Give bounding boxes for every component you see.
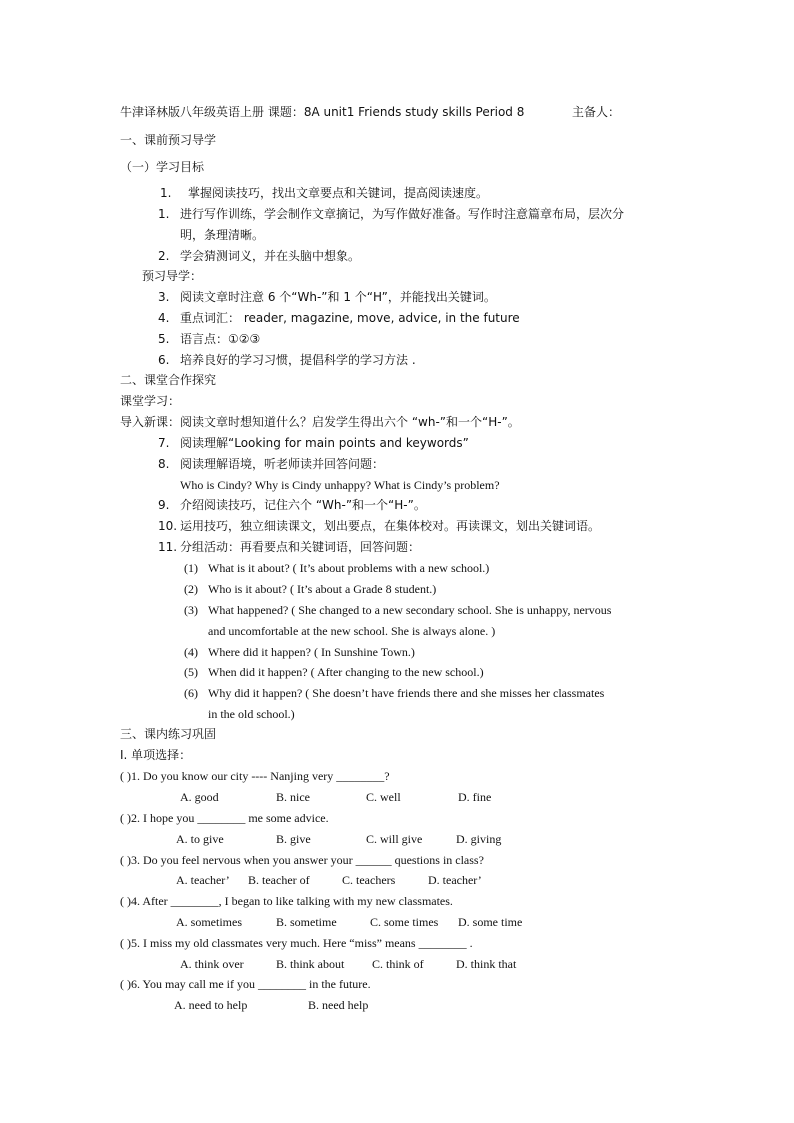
qa-text: and uncomfortable at the new school. She is always alone. ): [208, 624, 496, 638]
preview-text: 语言点：①②③: [180, 332, 261, 346]
step-questions: Who is Cindy? Why is Cindy unhappy? What is Cindy’s problem?: [180, 478, 500, 492]
qa-text: Where did it happen? ( In Sunshine Town.): [208, 645, 415, 659]
step-text: 运用技巧，独立细读课文，划出要点，在集体校对。再读课文，划出关键词语。: [180, 519, 601, 533]
step-number: 10.: [158, 519, 178, 533]
preview-number: 5.: [158, 332, 170, 346]
option-b: B. give: [276, 832, 311, 846]
option-c: C. think of: [372, 957, 424, 971]
qa-text: What is it about? ( It’s about problems with a new school.): [208, 561, 490, 575]
preview-number: 3.: [158, 290, 170, 304]
option-c: C. well: [366, 790, 401, 804]
option-c: C. some times: [370, 915, 439, 929]
qa-number: (6): [184, 686, 198, 700]
question-stem: ( )4. After ________, I began to like talking with my new classmates.: [120, 894, 453, 908]
option-b: B. teacher of: [248, 873, 310, 887]
option-d: D. giving: [456, 832, 502, 846]
intro-line: 导入新课：阅读文章时想知道什么？启发学生得出六个 “wh-”和一个“H-”。: [120, 415, 520, 429]
option-a: A. to give: [176, 832, 224, 846]
question-stem: ( )6. You may call me if you ________ in the future.: [120, 977, 371, 991]
qa-text: Why did it happen? ( She doesn’t have friends there and she misses her classmates: [208, 686, 605, 700]
goal-text: 明，条理清晰。: [180, 228, 265, 242]
option-c: C. will give: [366, 832, 423, 846]
step-number: 8.: [158, 457, 170, 471]
question-stem: ( )5. I miss my old classmates very much. Here “miss” means ________ .: [120, 936, 473, 950]
qa-text: When did it happen? ( After changing to the new school.): [208, 665, 484, 679]
qa-number: (1): [184, 561, 198, 575]
option-a: A. teacher’: [176, 873, 230, 887]
option-b: B. need help: [308, 998, 369, 1012]
learning-goals-heading: （一）学习目标: [120, 160, 205, 174]
preview-text: 培养良好的学习习惯，提倡科学的学习方法 .: [180, 353, 416, 367]
qa-number: (4): [184, 645, 198, 659]
option-b: B. nice: [276, 790, 310, 804]
step-text: 介绍阅读技巧，记住六个 “Wh-”和一个“H-”。: [180, 498, 426, 512]
lesson-header: 牛津译林版八年级英语上册 课题：8A unit1 Friends study skills Period 8: [120, 105, 525, 119]
section-3-title: 三、课内练习巩固: [120, 727, 217, 741]
qa-number: (5): [184, 665, 198, 679]
section-1-title: 一、课前预习导学: [120, 133, 217, 147]
preview-heading: 预习导学：: [142, 269, 203, 283]
qa-number: (3): [184, 603, 198, 617]
qa-text: in the old school.): [208, 707, 295, 721]
step-number: 9.: [158, 498, 170, 512]
goal-number: 1.: [158, 207, 170, 221]
option-d: D. fine: [458, 790, 492, 804]
section-2-title: 二、课堂合作探究: [120, 373, 217, 387]
preview-number: 6.: [158, 353, 170, 367]
class-study-heading: 课堂学习：: [120, 394, 181, 408]
goal-text: 进行写作训练，学会制作文章摘记，为写作做好准备。写作时注意篇章布局，层次分: [180, 207, 625, 221]
question-stem: ( )1. Do you know our city ---- Nanjing very ________?: [120, 769, 390, 783]
preparer-label: 主备人：: [572, 105, 621, 119]
option-a: A. sometimes: [176, 915, 242, 929]
qa-text: Who is it about? ( It’s about a Grade 8 student.): [208, 582, 437, 596]
step-text: 分组活动：再看要点和关键词语，回答问题：: [180, 540, 421, 554]
option-a: A. good: [180, 790, 219, 804]
option-b: B. sometime: [276, 915, 337, 929]
option-a: A. need to help: [174, 998, 248, 1012]
goal-text: 学会猜测词义，并在头脑中想象。: [180, 249, 361, 263]
step-text: 阅读理解“Looking for main points and keywords”: [180, 436, 469, 450]
option-d: D. teacher’: [428, 873, 482, 887]
qa-text: What happened? ( She changed to a new secondary school. She is unhappy, nervous: [208, 603, 612, 617]
step-number: 11.: [158, 540, 178, 554]
step-number: 7.: [158, 436, 170, 450]
option-d: D. some time: [458, 915, 523, 929]
option-b: B. think about: [276, 957, 345, 971]
question-stem: ( )2. I hope you ________ me some advice.: [120, 811, 329, 825]
step-text: 阅读理解语境，听老师读并回答问题：: [180, 457, 385, 471]
goal-number: 2.: [158, 249, 170, 263]
preview-number: 4.: [158, 311, 170, 325]
goal-number: 1.: [160, 186, 172, 200]
goal-text: 掌握阅读技巧，找出文章要点和关键词，提高阅读速度。: [188, 186, 489, 200]
question-stem: ( )3. Do you feel nervous when you answer your ______ questions in class?: [120, 853, 484, 867]
part-1-heading: Ⅰ. 单项选择：: [120, 748, 192, 762]
option-d: D. think that: [456, 957, 517, 971]
option-a: A. think over: [180, 957, 244, 971]
preview-text: 重点词汇： reader, magazine, move, advice, in the future: [180, 311, 520, 325]
preview-text: 阅读文章时注意 6 个“Wh-”和 1 个“H”，并能找出关键词。: [180, 290, 496, 304]
qa-number: (2): [184, 582, 198, 596]
option-c: C. teachers: [342, 873, 396, 887]
